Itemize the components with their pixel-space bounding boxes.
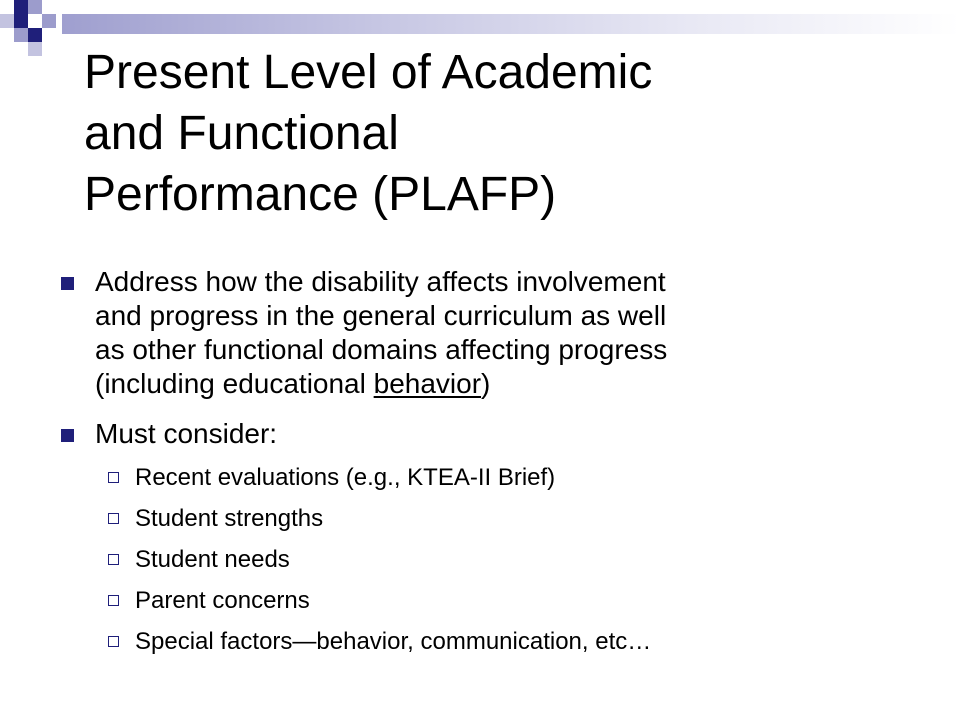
sub-bullet-item bbox=[0, 546, 960, 587]
ornament-square bbox=[14, 14, 28, 28]
bullet-line bbox=[95, 367, 900, 401]
ornament-square bbox=[28, 42, 42, 56]
hollow-square-bullet-icon bbox=[108, 636, 119, 647]
bullet-text: (including educational bbox=[95, 368, 374, 399]
sub-bullet-text: Student needs bbox=[135, 546, 290, 573]
hollow-square-bullet-icon bbox=[108, 472, 119, 483]
sub-bullet-item bbox=[0, 628, 960, 669]
title-line: and Functional bbox=[84, 107, 399, 160]
bullet-item bbox=[0, 417, 960, 451]
sub-bullet-list bbox=[0, 464, 960, 669]
slide-title bbox=[84, 42, 924, 225]
bullet-line: Address how the disability affects involvement bbox=[95, 266, 666, 297]
ornament-square bbox=[14, 28, 28, 42]
hollow-square-bullet-icon bbox=[108, 554, 119, 565]
bullet-line: and progress in the general curriculum as well bbox=[95, 300, 667, 331]
hollow-square-bullet-icon bbox=[108, 595, 119, 606]
ornament-square bbox=[28, 28, 42, 42]
bullet-text: Must consider: bbox=[95, 418, 278, 449]
title-line: Present Level of Academic bbox=[84, 46, 653, 99]
sub-bullet-text: Special factors—behavior, communication, etc… bbox=[135, 628, 652, 655]
square-bullet-icon bbox=[61, 429, 74, 442]
ornament-square bbox=[0, 14, 14, 28]
ornament-square bbox=[28, 0, 42, 14]
sub-bullet-text: Parent concerns bbox=[135, 587, 310, 614]
ornament-square bbox=[42, 14, 56, 28]
ornament-square bbox=[14, 0, 28, 14]
bullet-text: ) bbox=[481, 368, 491, 399]
sub-bullet-text: Recent evaluations (e.g., KTEA-II Brief) bbox=[135, 464, 556, 491]
bullet-list bbox=[0, 265, 960, 467]
title-line: Performance (PLAFP) bbox=[84, 168, 557, 221]
sub-bullet-item bbox=[0, 505, 960, 546]
bullet-line: as other functional domains affecting progress bbox=[95, 334, 668, 365]
square-bullet-icon bbox=[61, 277, 74, 290]
underlined-term: behavior bbox=[373, 368, 482, 399]
bullet-item bbox=[0, 265, 960, 401]
title-accent-bar bbox=[62, 14, 960, 34]
hollow-square-bullet-icon bbox=[108, 513, 119, 524]
sub-bullet-item bbox=[0, 464, 960, 505]
sub-bullet-text: Student strengths bbox=[135, 505, 324, 532]
sub-bullet-item bbox=[0, 587, 960, 628]
